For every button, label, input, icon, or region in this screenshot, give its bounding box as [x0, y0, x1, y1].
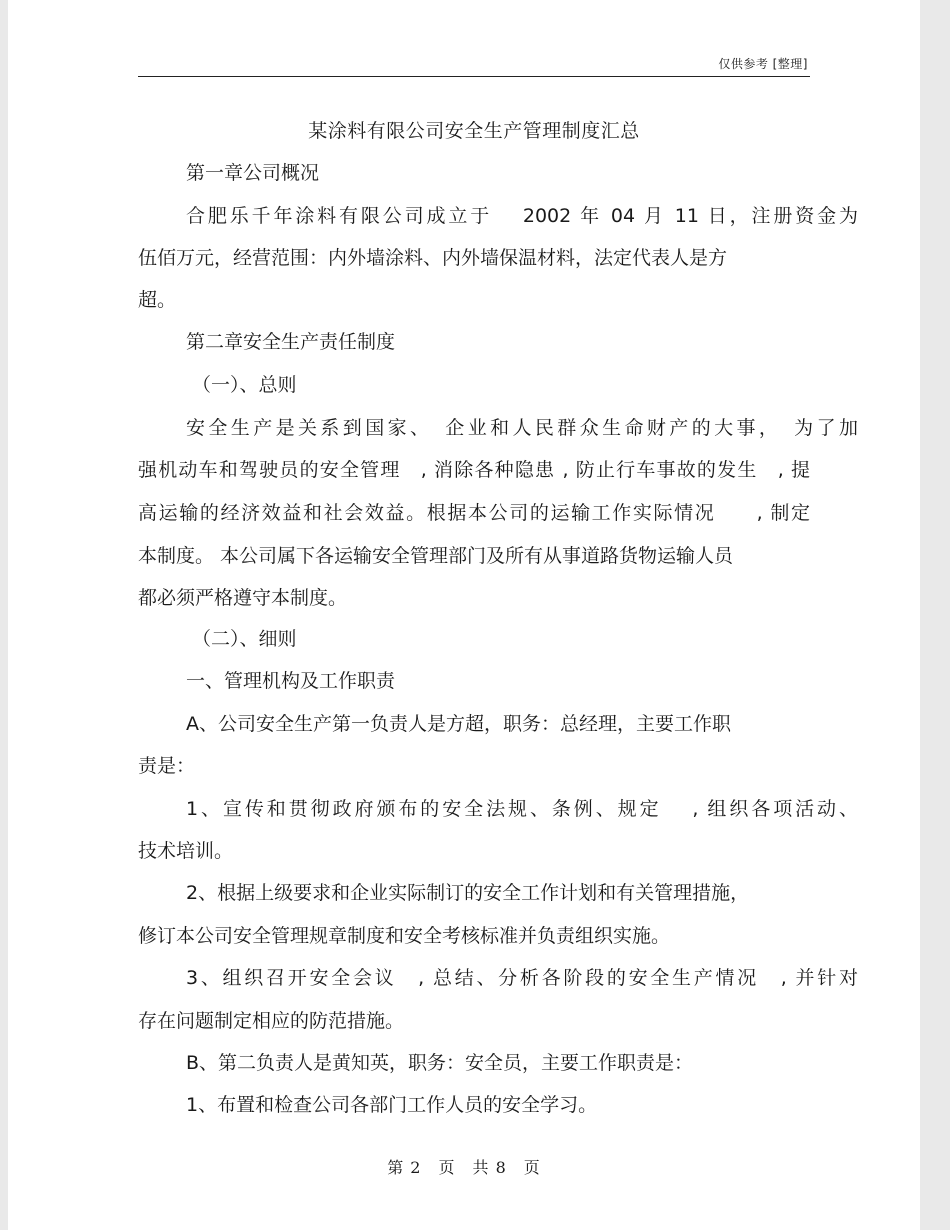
section-heading: 一、管理机构及工作职责 — [186, 670, 396, 692]
paragraph-line: 2、根据上级要求和企业实际制订的安全工作计划和有关管理措施， — [186, 882, 750, 904]
paragraph-line: 强机动车和驾驶员的安全管理 , 消除各种隐患 , 防止行车事故的发生 , 提 — [138, 459, 810, 481]
paragraph-line: 3、组织召开安全会议 , 总结、分析各阶段的安全生产情况 , 并针对 — [186, 967, 858, 989]
paragraph-line: 安全生产是关系到国家、 企业和人民群众生命财产的大事， 为了加 — [186, 417, 858, 439]
paragraph-line: 存在问题制定相应的防范措施。 — [138, 1010, 405, 1032]
header-divider — [138, 76, 810, 77]
paragraph-line: 都必须严格遵守本制度。 — [138, 587, 348, 609]
paragraph-line: 技术培训。 — [138, 840, 234, 862]
document-page — [8, 0, 920, 1230]
header-note: 仅供参考 [整理] — [718, 57, 808, 71]
paragraph-line: 1、宣传和贯彻政府颁布的安全法规、条例、规定 , 组织各项活动、 — [186, 798, 858, 820]
paragraph-line: B、第二负责人是黄知英，职务：安全员，主要工作职责是： — [186, 1052, 694, 1074]
chapter-heading: 第一章公司概况 — [186, 162, 320, 184]
document-title: 某涂料有限公司安全生产管理制度汇总 — [308, 120, 640, 142]
paragraph-line: 伍佰万元，经营范围：内外墙涂料、内外墙保温材料，法定代表人是方 — [138, 247, 728, 269]
paragraph-line: A、公司安全生产第一负责人是方超，职务：总经理，主要工作职 — [186, 713, 731, 735]
page-number: 第 2 页 共 8 页 — [387, 1158, 541, 1177]
section-heading: （二）、细则 — [192, 628, 297, 650]
paragraph-line: 合肥乐千年涂料有限公司成立于 2002 年 04 月 11 日，注册资金为 — [186, 205, 858, 227]
paragraph-line: 高运输的经济效益和社会效益。根据本公司的运输工作实际情况 , 制定 — [138, 502, 810, 524]
section-heading: （一）、总则 — [192, 374, 297, 396]
paragraph-line: 超。 — [138, 289, 177, 311]
paragraph-line: 责是： — [138, 755, 196, 777]
paragraph-line: 本制度。 本公司属下各运输安全管理部门及所有从事道路货物运输人员 — [138, 545, 734, 567]
paragraph-line: 修订本公司安全管理规章制度和安全考核标准并负责组织实施。 — [138, 925, 671, 947]
paragraph-line: 1、布置和检查公司各部门工作人员的安全学习。 — [186, 1094, 598, 1116]
chapter-heading: 第二章安全生产责任制度 — [186, 331, 396, 353]
